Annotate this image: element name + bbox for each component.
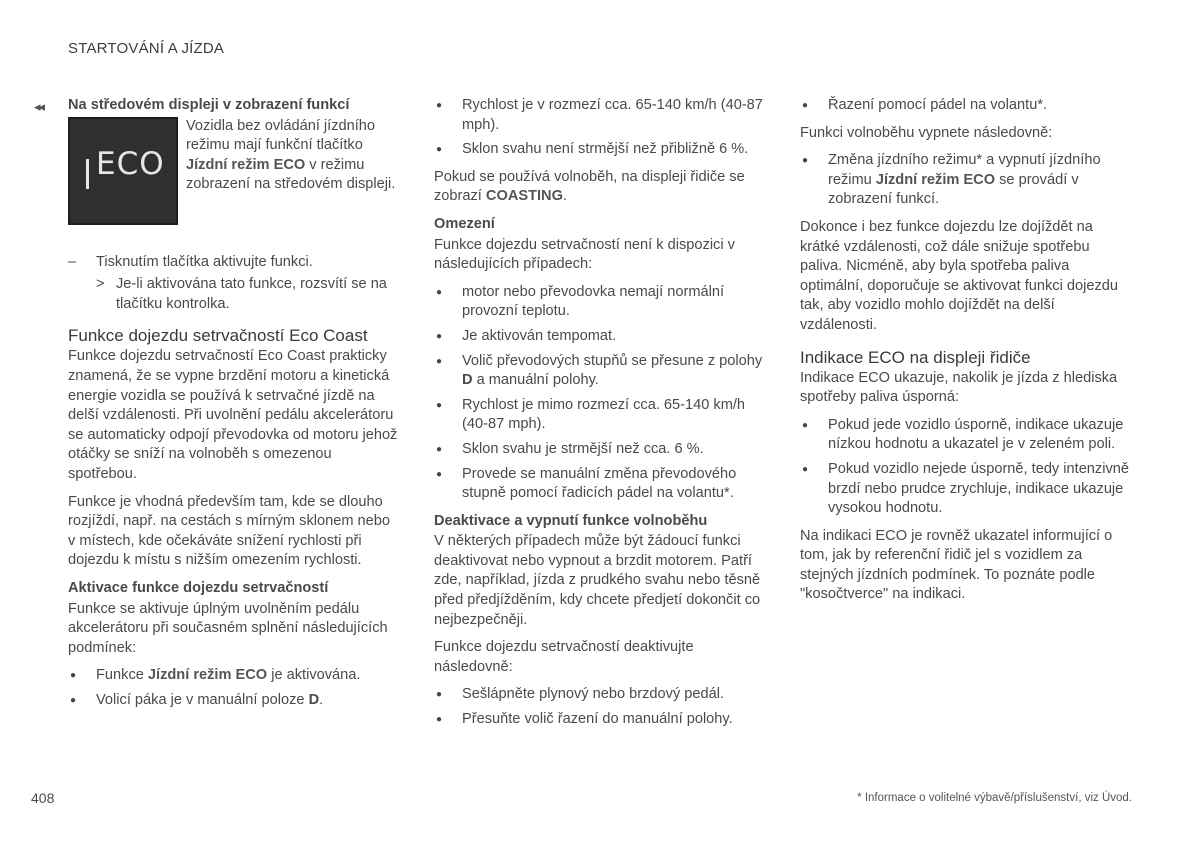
subheading-center-display: Na středovém displeji v zobrazení funkcí (68, 97, 350, 113)
eco-button-image (68, 117, 178, 225)
instruction-result (68, 275, 400, 314)
continued-back-icon: ◂◂ (34, 99, 44, 114)
eco-indication-list (800, 416, 1130, 519)
list-item: ● Funkce Jízdní režim ECO je aktivována. (68, 666, 400, 686)
page-header: STARTOVÁNÍ A JÍZDA (68, 40, 225, 57)
section-center-display (34, 96, 400, 116)
list-item: ● Změna jízdního režimu* a vypnutí jízdního režimu Jízdní režim ECO se provádí v zobrazení funkcí. (800, 151, 1130, 210)
column-3 (800, 96, 1130, 613)
list-item: ● Volič převodových stupňů se přesune z polohy D a manuální polohy. (434, 352, 764, 391)
paragraph-eco-coast-usage: Funkce je vhodná především tam, kde se dlouho rozjíždí, např. na cestách s mírným sklonem nebo v místech, kde očekáváte snížení rychlosti při dojezdu k místu s nižším omezením rychlosti. (68, 493, 391, 569)
footnote: * Informace o volitelné výbavě/příslušenství, viz Úvod. (857, 792, 1132, 804)
list-item: ● Pokud vozidlo nejede úsporně, tedy intenzivně brzdí nebo prudce zrychluje, indikace ukazuje vysokou hodnotu. (800, 460, 1130, 519)
eco-image-caption: Vozidla bez ovládání jízdního režimu mají funkční tlačítko Jízdní režim ECO v režimu zobrazení na středovém displeji. (186, 117, 396, 193)
list-item: ● Řazení pomocí pádel na volantu*. (800, 96, 1130, 116)
list-item: ● Rychlost je mimo rozmezí cca. 65-140 km/h (40-87 mph). (434, 396, 764, 435)
drive-mode-eco-ref: Jízdní režim ECO (186, 156, 306, 173)
deactivation-list-cont (800, 96, 1130, 116)
activation-conditions-list (68, 666, 400, 710)
instruction-step (68, 253, 400, 273)
list-item: ● Rychlost je v rozmezí cca. 65-140 km/h (40-87 mph). (434, 96, 764, 135)
heading-eco-coast: Funkce dojezdu setrvačností Eco Coast (68, 326, 368, 346)
list-item: ● Sklon svahu není strmější než přibližně 6 %. (434, 140, 764, 160)
instruction-text: Tisknutím tlačítka aktivujte funkci. (96, 253, 313, 270)
activation-conditions-list-cont (434, 96, 764, 160)
column-2 (434, 96, 764, 738)
list-item: ● Volicí páka je v manuální poloze D. (68, 691, 400, 711)
paragraph-switch-off: Funkci volnoběhu vypnete následovně: (800, 124, 1053, 141)
subheading-deactivation: Deaktivace a vypnutí funkce volnoběhu (434, 512, 708, 529)
paragraph-coasting-without-function: Dokonce i bez funkce dojezdu lze dojíždět na krátké vzdálenosti, což dále snižuje spotřebu paliva. Nicméně, aby byla spotřeba paliva optimální, doporučuje se aktivovat funkci dojezdu tak, aby vozidlo mohlo dojíždět na delší vzdálenosti. (800, 218, 1119, 333)
paragraph-reference-driver: Na indikaci ECO je rovněž ukazatel informující o tom, jak by referenční řidič jel s vozidlem za stejných jízdních podmínek. To poznáte podle "kosočtverce" na indikaci. (800, 527, 1113, 603)
list-item: ● Sklon svahu je strmější než cca. 6 %. (434, 440, 764, 460)
paragraph-eco-indication: Indikace ECO ukazuje, nakolik je jízda z hlediska spotřeby paliva úsporná: (800, 369, 1118, 406)
subheading-activation: Aktivace funkce dojezdu setrvačností (68, 579, 329, 596)
column-1 (34, 96, 400, 718)
list-item: ● Provede se manuální změna převodového stupně pomocí řadicích pádel na volantu*. (434, 465, 764, 504)
list-item: ● Je aktivován tempomat. (434, 327, 764, 347)
paragraph-activation: Funkce se aktivuje úplným uvolněním pedálu akcelerátoru při současném splnění následujících podmínek: (68, 600, 388, 656)
deactivation-list (434, 685, 764, 729)
paragraph-coasting-display: Pokud se používá volnoběh, na displeji řidiče se zobrazí COASTING. (434, 168, 745, 205)
switch-off-list (800, 151, 1130, 210)
heading-eco-indication: Indikace ECO na displeji řidiče (800, 347, 1031, 367)
list-item: ● motor nebo převodovka nemají normální provozní teplotu. (434, 283, 764, 322)
eco-indicator-bar (86, 159, 89, 189)
page-number: 408 (31, 790, 55, 806)
list-item: ● Sešlápněte plynový nebo brzdový pedál. (434, 685, 764, 705)
paragraph-limitations: Funkce dojezdu setrvačností není k dispozici v následujících případech: (434, 236, 735, 273)
result-marker: > (96, 276, 105, 293)
paragraph-deactivation: V některých případech může být žádoucí funkci deaktivovat nebo vypnout a brzdit motorem. Patří zde, například, jízda z prudkého svahu nebo těsně před předjížděním, kdy chcete předjetí dokončit co nejbezpečněji. (434, 533, 761, 628)
result-text: Je-li aktivována tato funkce, rozsvítí se na tlačítku kontrolka. (116, 276, 387, 312)
paragraph-deactivation-steps: Funkce dojezdu setrvačností deaktivujte následovně: (434, 639, 694, 675)
list-item: ● Pokud jede vozidlo úsporně, indikace ukazuje nízkou hodnotu a ukazatel je v zeleném poli. (800, 416, 1130, 455)
paragraph-eco-coast-intro: Funkce dojezdu setrvačností Eco Coast prakticky znamená, že se vypne brzdění motoru a kinetická energie vozidla se používá k setrvačné jízdě na delší vzdálenosti. Při uvolnění pedálu akcelerátoru se automaticky odpojí převodovka od motoru jehož otáčky se sníží na volnoběh s omezenou spotřebou. (68, 348, 398, 482)
limitations-list (434, 283, 764, 504)
dash-marker: – (68, 253, 77, 270)
list-item: ● Přesuňte volič řazení do manuální polohy. (434, 710, 764, 730)
eco-button-label: ECO (96, 145, 165, 182)
subheading-limitations: Omezení (434, 215, 495, 232)
coasting-label: COASTING (485, 188, 563, 205)
